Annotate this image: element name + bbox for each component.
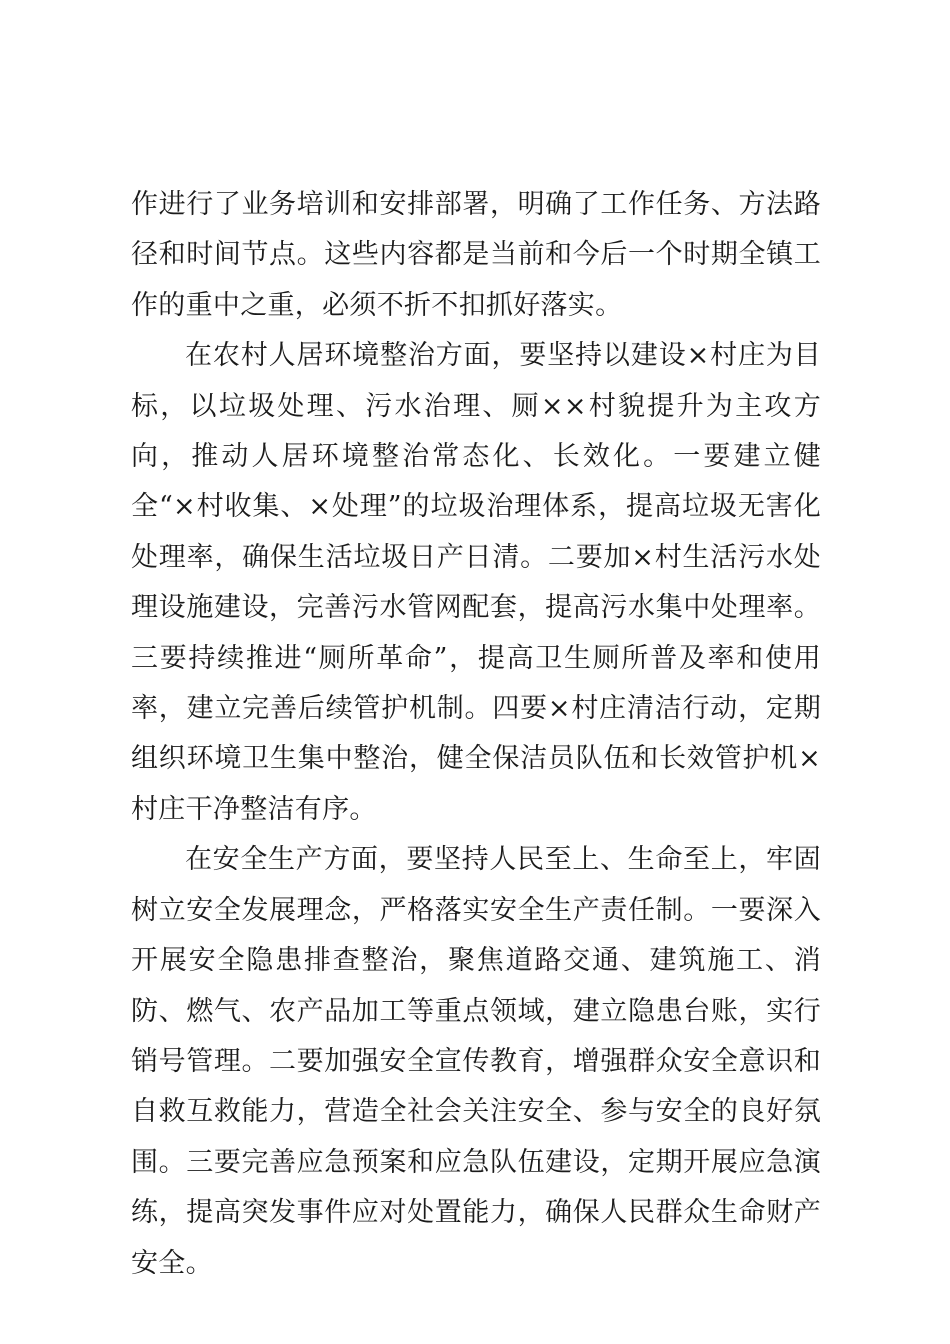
document-body: [131, 180, 821, 1289]
paragraph-continuation: 作进行了业务培训和安排部署，明确了工作任务、方法路径和时间节点。这些内容都是当前和今后一个时期全镇工作的重中之重，必须不折不扣抓好落实。: [131, 189, 821, 321]
paragraph-rural-environment: 在农村人居环境整治方面，要坚持以建设×村庄为目标，以垃圾处理、污水治理、厕××村貌提升为主攻方向，推动人居环境整治常态化、长效化。一要建立健全“×村收集、×处理”的垃圾治理体系，提高垃圾无害化处理率，确保生活垃圾日产日清。二要加×村生活污水处理设施建设，完善污水管网配套，提高污水集中处理率。三要持续推进“厕所革命”，提高卫生厕所普及率和使用率，建立完善后续管护机制。四要×村庄清洁行动，定期组织环境卫生集中整治，健全保洁员队伍和长效管护机×村庄干净整洁有序。: [131, 340, 821, 825]
paragraph-work-safety: 在安全生产方面，要坚持人民至上、生命至上，牢固树立安全发展理念，严格落实安全生产责任制。一要深入开展安全隐患排查整治，聚焦道路交通、建筑施工、消防、燃气、农产品加工等重点领域，建立隐患台账，实行销号管理。二要加强安全宣传教育，增强群众安全意识和自救互救能力，营造全社会关注安全、参与安全的良好氛围。三要完善应急预案和应急队伍建设，定期开展应急演练，提高突发事件应对处置能力，确保人民群众生命财产安全。: [131, 844, 821, 1279]
